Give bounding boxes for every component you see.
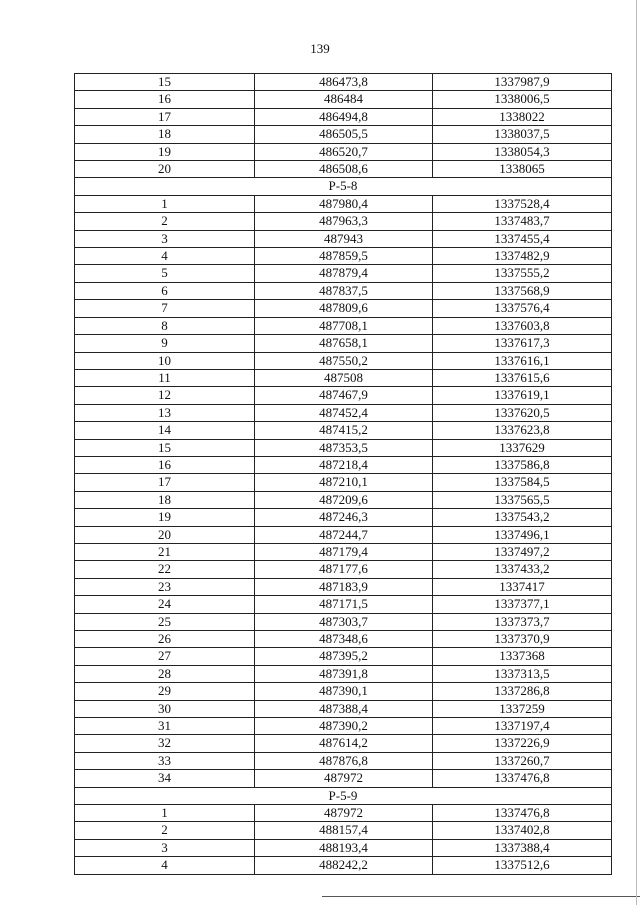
point-number-cell: 21: [75, 543, 255, 560]
table-row: [75, 369, 612, 386]
x-coordinate-cell: 487614,2: [255, 735, 433, 752]
x-coordinate-cell: 488193,4: [255, 839, 433, 856]
table-row: [75, 822, 612, 839]
table-row: [75, 700, 612, 717]
y-coordinate-cell: 1337483,7: [433, 213, 612, 230]
y-coordinate-cell: 1337370,9: [433, 631, 612, 648]
x-coordinate-cell: 487550,2: [255, 352, 433, 369]
y-coordinate-cell: 1337629: [433, 439, 612, 456]
point-number-cell: 3: [75, 230, 255, 247]
table-row: [75, 108, 612, 125]
point-number-cell: 25: [75, 613, 255, 630]
x-coordinate-cell: 487879,4: [255, 265, 433, 282]
y-coordinate-cell: 1337373,7: [433, 613, 612, 630]
table-row: [75, 718, 612, 735]
y-coordinate-cell: 1337260,7: [433, 752, 612, 769]
y-coordinate-cell: 1337496,1: [433, 526, 612, 543]
y-coordinate-cell: 1337388,4: [433, 839, 612, 856]
table-row: [75, 74, 612, 91]
table-row: [75, 683, 612, 700]
y-coordinate-cell: 1337286,8: [433, 683, 612, 700]
x-coordinate-cell: 486508,6: [255, 161, 433, 178]
x-coordinate-cell: 487244,7: [255, 526, 433, 543]
x-coordinate-cell: 487246,3: [255, 509, 433, 526]
y-coordinate-cell: 1337619,1: [433, 387, 612, 404]
table-row: [75, 805, 612, 822]
y-coordinate-cell: 1337512,6: [433, 857, 612, 874]
section-label: Р-5-8: [75, 178, 612, 195]
y-coordinate-cell: 1337616,1: [433, 352, 612, 369]
point-number-cell: 11: [75, 369, 255, 386]
y-coordinate-cell: 1337543,2: [433, 509, 612, 526]
x-coordinate-cell: 487171,5: [255, 596, 433, 613]
x-coordinate-cell: 487210,1: [255, 474, 433, 491]
table-row: [75, 631, 612, 648]
point-number-cell: 20: [75, 161, 255, 178]
x-coordinate-cell: 487390,1: [255, 683, 433, 700]
y-coordinate-cell: 1337476,8: [433, 770, 612, 787]
x-coordinate-cell: 487859,5: [255, 248, 433, 265]
point-number-cell: 18: [75, 491, 255, 508]
coordinates-table: [74, 73, 612, 875]
x-coordinate-cell: 487218,4: [255, 456, 433, 473]
table-row: [75, 265, 612, 282]
point-number-cell: 31: [75, 718, 255, 735]
x-coordinate-cell: 487391,8: [255, 665, 433, 682]
x-coordinate-cell: 487658,1: [255, 335, 433, 352]
x-coordinate-cell: 487809,6: [255, 300, 433, 317]
x-coordinate-cell: 487708,1: [255, 317, 433, 334]
y-coordinate-cell: 1337586,8: [433, 456, 612, 473]
point-number-cell: 16: [75, 456, 255, 473]
x-coordinate-cell: 487395,2: [255, 648, 433, 665]
table-row: [75, 439, 612, 456]
y-coordinate-cell: 1337555,2: [433, 265, 612, 282]
point-number-cell: 17: [75, 474, 255, 491]
x-coordinate-cell: 487183,9: [255, 578, 433, 595]
table-row: [75, 456, 612, 473]
y-coordinate-cell: 1337476,8: [433, 805, 612, 822]
point-number-cell: 28: [75, 665, 255, 682]
x-coordinate-cell: 487388,4: [255, 700, 433, 717]
y-coordinate-cell: 1337584,5: [433, 474, 612, 491]
point-number-cell: 2: [75, 213, 255, 230]
x-coordinate-cell: 487353,5: [255, 439, 433, 456]
y-coordinate-cell: 1337568,9: [433, 282, 612, 299]
point-number-cell: 15: [75, 439, 255, 456]
table-row: [75, 248, 612, 265]
scan-edge-bottom: [322, 896, 640, 897]
table-row: [75, 161, 612, 178]
y-coordinate-cell: 1337603,8: [433, 317, 612, 334]
table-row: [75, 213, 612, 230]
y-coordinate-cell: 1338065: [433, 161, 612, 178]
y-coordinate-cell: 1337197,4: [433, 718, 612, 735]
point-number-cell: 19: [75, 143, 255, 160]
y-coordinate-cell: 1337259: [433, 700, 612, 717]
point-number-cell: 4: [75, 248, 255, 265]
table-row: [75, 422, 612, 439]
y-coordinate-cell: 1337482,9: [433, 248, 612, 265]
y-coordinate-cell: 1337368: [433, 648, 612, 665]
x-coordinate-cell: 487303,7: [255, 613, 433, 630]
y-coordinate-cell: 1337617,3: [433, 335, 612, 352]
x-coordinate-cell: 487348,6: [255, 631, 433, 648]
y-coordinate-cell: 1337402,8: [433, 822, 612, 839]
point-number-cell: 22: [75, 561, 255, 578]
point-number-cell: 9: [75, 335, 255, 352]
y-coordinate-cell: 1337565,5: [433, 491, 612, 508]
x-coordinate-cell: 487390,2: [255, 718, 433, 735]
x-coordinate-cell: 486494,8: [255, 108, 433, 125]
table-row: [75, 300, 612, 317]
point-number-cell: 33: [75, 752, 255, 769]
x-coordinate-cell: 487452,4: [255, 404, 433, 421]
table-row: [75, 735, 612, 752]
table-row: [75, 839, 612, 856]
x-coordinate-cell: 486505,5: [255, 126, 433, 143]
point-number-cell: 16: [75, 91, 255, 108]
x-coordinate-cell: 487508: [255, 369, 433, 386]
point-number-cell: 3: [75, 839, 255, 856]
table-row: [75, 387, 612, 404]
point-number-cell: 12: [75, 387, 255, 404]
point-number-cell: 14: [75, 422, 255, 439]
table-row: [75, 404, 612, 421]
point-number-cell: 6: [75, 282, 255, 299]
y-coordinate-cell: 1337497,2: [433, 543, 612, 560]
x-coordinate-cell: 487943: [255, 230, 433, 247]
point-number-cell: 27: [75, 648, 255, 665]
point-number-cell: 26: [75, 631, 255, 648]
point-number-cell: 19: [75, 509, 255, 526]
point-number-cell: 32: [75, 735, 255, 752]
point-number-cell: 34: [75, 770, 255, 787]
x-coordinate-cell: 487876,8: [255, 752, 433, 769]
point-number-cell: 4: [75, 857, 255, 874]
point-number-cell: 17: [75, 108, 255, 125]
table-row: [75, 143, 612, 160]
table-row: [75, 230, 612, 247]
point-number-cell: 24: [75, 596, 255, 613]
table-row: [75, 195, 612, 212]
x-coordinate-cell: 487837,5: [255, 282, 433, 299]
x-coordinate-cell: 486484: [255, 91, 433, 108]
table-row: [75, 752, 612, 769]
y-coordinate-cell: 1337226,9: [433, 735, 612, 752]
y-coordinate-cell: 1337313,5: [433, 665, 612, 682]
table-row: [75, 578, 612, 595]
table-row: [75, 474, 612, 491]
table-row: [75, 526, 612, 543]
table-row: [75, 613, 612, 630]
x-coordinate-cell: 487980,4: [255, 195, 433, 212]
point-number-cell: 1: [75, 195, 255, 212]
y-coordinate-cell: 1337620,5: [433, 404, 612, 421]
point-number-cell: 29: [75, 683, 255, 700]
x-coordinate-cell: 487467,9: [255, 387, 433, 404]
point-number-cell: 18: [75, 126, 255, 143]
table-row: [75, 543, 612, 560]
y-coordinate-cell: 1338054,3: [433, 143, 612, 160]
point-number-cell: 5: [75, 265, 255, 282]
point-number-cell: 2: [75, 822, 255, 839]
table-row: [75, 317, 612, 334]
y-coordinate-cell: 1337987,9: [433, 74, 612, 91]
point-number-cell: 30: [75, 700, 255, 717]
y-coordinate-cell: 1337417: [433, 578, 612, 595]
point-number-cell: 15: [75, 74, 255, 91]
table-row: [75, 491, 612, 508]
point-number-cell: 13: [75, 404, 255, 421]
coordinates-table-body: [75, 74, 612, 875]
y-coordinate-cell: 1337455,4: [433, 230, 612, 247]
point-number-cell: 10: [75, 352, 255, 369]
scan-edge-right: [636, 0, 637, 905]
table-row: [75, 335, 612, 352]
x-coordinate-cell: 487963,3: [255, 213, 433, 230]
table-row: [75, 561, 612, 578]
y-coordinate-cell: 1337576,4: [433, 300, 612, 317]
point-number-cell: 7: [75, 300, 255, 317]
y-coordinate-cell: 1338022: [433, 108, 612, 125]
table-row: [75, 596, 612, 613]
table-row: [75, 282, 612, 299]
table-row: [75, 352, 612, 369]
y-coordinate-cell: 1337623,8: [433, 422, 612, 439]
x-coordinate-cell: 486473,8: [255, 74, 433, 91]
section-header-row: [75, 178, 612, 195]
table-row: [75, 857, 612, 874]
table-row: [75, 648, 612, 665]
table-row: [75, 509, 612, 526]
point-number-cell: 20: [75, 526, 255, 543]
y-coordinate-cell: 1338037,5: [433, 126, 612, 143]
point-number-cell: 23: [75, 578, 255, 595]
table-row: [75, 91, 612, 108]
table-row: [75, 665, 612, 682]
x-coordinate-cell: 488157,4: [255, 822, 433, 839]
page-number: 139: [310, 41, 330, 56]
x-coordinate-cell: 487179,4: [255, 543, 433, 560]
y-coordinate-cell: 1337528,4: [433, 195, 612, 212]
section-header-row: [75, 787, 612, 804]
point-number-cell: 1: [75, 805, 255, 822]
table-row: [75, 770, 612, 787]
x-coordinate-cell: 487177,6: [255, 561, 433, 578]
y-coordinate-cell: 1337433,2: [433, 561, 612, 578]
section-label: Р-5-9: [75, 787, 612, 804]
x-coordinate-cell: 487972: [255, 770, 433, 787]
y-coordinate-cell: 1337615,6: [433, 369, 612, 386]
y-coordinate-cell: 1337377,1: [433, 596, 612, 613]
table-row: [75, 126, 612, 143]
x-coordinate-cell: 488242,2: [255, 857, 433, 874]
x-coordinate-cell: 486520,7: [255, 143, 433, 160]
point-number-cell: 8: [75, 317, 255, 334]
y-coordinate-cell: 1338006,5: [433, 91, 612, 108]
x-coordinate-cell: 487415,2: [255, 422, 433, 439]
x-coordinate-cell: 487972: [255, 805, 433, 822]
x-coordinate-cell: 487209,6: [255, 491, 433, 508]
